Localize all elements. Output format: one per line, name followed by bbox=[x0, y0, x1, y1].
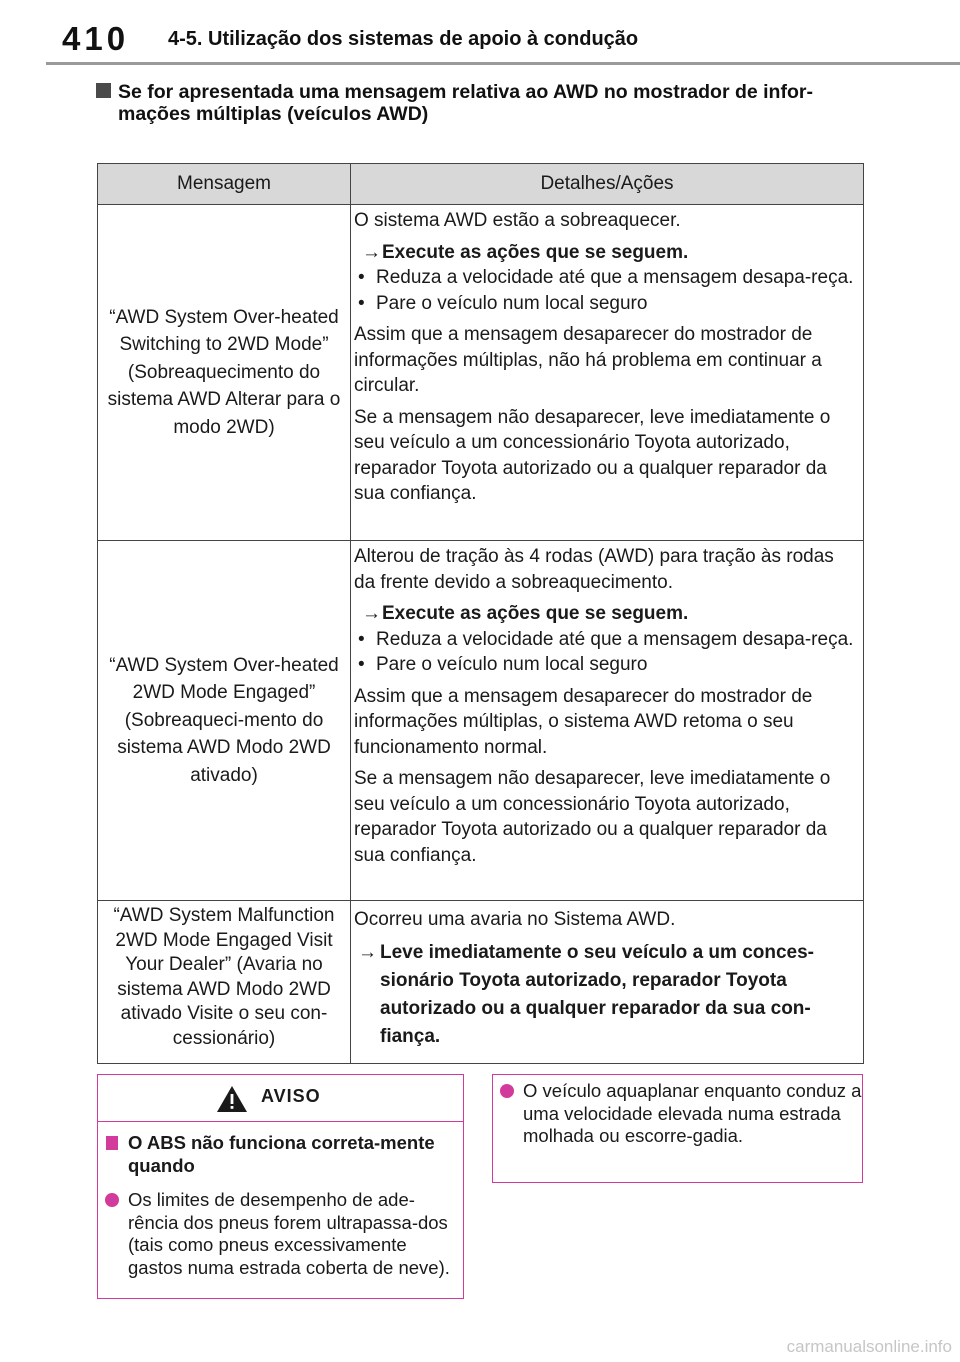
arrow-right-icon: → bbox=[362, 241, 381, 263]
details-paragraph: Assim que a mensagem desaparecer do mostrador de informações múltiplas, o sistema AWD retoma o seu funcionamento normal. bbox=[354, 685, 813, 758]
arrow-right-icon: → bbox=[358, 941, 377, 963]
details-cell bbox=[351, 901, 864, 1064]
section-title: 4-5. Utilização dos sistemas de apoio à condução bbox=[168, 28, 639, 50]
warning-triangle-icon bbox=[216, 1085, 248, 1113]
details-cell bbox=[351, 541, 864, 901]
action-text: Execute as ações que se seguem. bbox=[382, 241, 689, 263]
table-row bbox=[98, 205, 864, 541]
details-cell bbox=[351, 205, 864, 541]
list-item: • Pare o veículo num local seguro bbox=[354, 291, 856, 317]
details-intro: O sistema AWD estão a sobreaquecer. bbox=[354, 210, 681, 231]
list-item: • Reduza a velocidade até que a mensagem desapa-reça. bbox=[354, 627, 856, 653]
watermark: carmanualsonline.info bbox=[786, 1337, 952, 1356]
table-header-row bbox=[98, 164, 864, 205]
square-bullet-icon bbox=[106, 1136, 118, 1150]
action-line bbox=[354, 939, 856, 1051]
warning-item bbox=[104, 1189, 463, 1279]
page-header bbox=[0, 0, 960, 66]
details-intro: Alterou de tração às 4 rodas (AWD) para tração às rodas da frente devido a sobreaquecimento. bbox=[354, 546, 834, 593]
subheading bbox=[96, 81, 866, 125]
warning-title: AVISO bbox=[261, 1086, 321, 1106]
action-line bbox=[354, 240, 856, 266]
message-table bbox=[97, 163, 864, 1064]
warning-heading-text: O ABS não funciona correta-mente quando bbox=[128, 1132, 435, 1176]
message-cell: “AWD System Malfunction 2WD Mode Engaged Visit Your Dealer” (Avaria no sistema AWD Modo 2WD ativado Visite o seu con-cessionário) bbox=[98, 901, 351, 1064]
bullet-list bbox=[354, 627, 856, 678]
list-item: • Reduza a velocidade até que a mensagem desapa-reça. bbox=[354, 265, 856, 291]
warning-item bbox=[499, 1080, 862, 1148]
action-line bbox=[354, 601, 856, 627]
message-cell: “AWD System Over-heated Switching to 2WD Mode” (Sobreaquecimento do sistema AWD Alterar para o modo 2WD) bbox=[98, 205, 351, 541]
details-paragraph: Se a mensagem não desaparecer, leve imediatamente o seu veículo a um concessionário Toyota autorizado, reparador Toyota autorizado ou a qualquer reparador da sua confiança. bbox=[354, 768, 831, 866]
warning-header bbox=[98, 1075, 463, 1122]
list-item: • Pare o veículo num local seguro bbox=[354, 652, 856, 678]
details-paragraph: Se a mensagem não desaparecer, leve imediatamente o seu veículo a um concessionário Toyota autorizado, reparador Toyota autorizado ou a qualquer reparador da sua confiança. bbox=[354, 406, 831, 504]
page-number: 410 bbox=[62, 20, 130, 57]
col-message: Mensagem bbox=[98, 164, 351, 205]
table-row bbox=[98, 541, 864, 901]
warning-box bbox=[97, 1074, 464, 1299]
warning-continued-box bbox=[492, 1074, 863, 1183]
warning-heading bbox=[104, 1132, 463, 1177]
square-bullet-icon bbox=[96, 83, 111, 98]
circle-bullet-icon bbox=[500, 1084, 514, 1098]
subheading-text: Se for apresentada uma mensagem relativa ao AWD no mostrador de infor-mações múltiplas (veículos AWD) bbox=[118, 81, 813, 125]
warning-item-text: Os limites de desempenho de ade-rência dos pneus forem ultrapassa-dos (tais como pneus excessivamente gastos numa estrada coberta de neve). bbox=[128, 1189, 450, 1278]
header-rule bbox=[46, 62, 960, 65]
message-cell: “AWD System Over-heated 2WD Mode Engaged” (Sobreaqueci-mento do sistema AWD Modo 2WD ativado) bbox=[98, 541, 351, 901]
table-row bbox=[98, 901, 864, 1064]
circle-bullet-icon bbox=[105, 1193, 119, 1207]
details-paragraph: Assim que a mensagem desaparecer do mostrador de informações múltiplas, não há problema em continuar a circular. bbox=[354, 324, 822, 396]
col-details: Detalhes/Ações bbox=[351, 164, 864, 205]
details-intro: Ocorreu uma avaria no Sistema AWD. bbox=[354, 909, 676, 930]
warning-item-text: O veículo aquaplanar enquanto conduz a uma velocidade elevada numa estrada molhada ou escorre-gadia. bbox=[523, 1080, 862, 1146]
bullet-list bbox=[354, 265, 856, 316]
action-text: Leve imediatamente o seu veículo a um conces-sionário Toyota autorizado, reparador Toyota autorizado ou a qualquer reparador da sua con-fiança. bbox=[380, 941, 814, 1047]
action-text: Execute as ações que se seguem. bbox=[382, 603, 689, 624]
arrow-right-icon: → bbox=[362, 603, 381, 624]
